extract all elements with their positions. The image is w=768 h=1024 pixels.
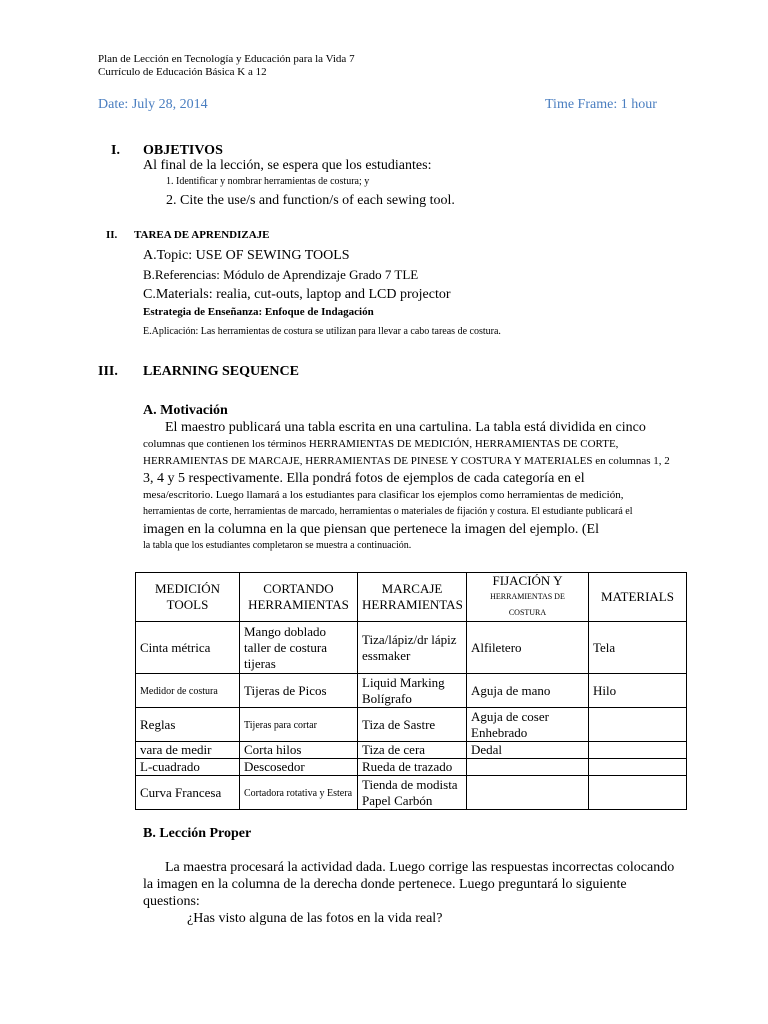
header-col3-line1: MARCAJE xyxy=(381,581,443,596)
header-col2-line2: HERRAMIENTAS xyxy=(248,597,349,612)
table-row xyxy=(136,674,687,708)
time-frame: Time Frame: 1 hour xyxy=(545,97,657,112)
table-cell xyxy=(589,759,687,776)
table-row xyxy=(136,622,687,674)
table-cell: Alfiletero xyxy=(467,622,589,674)
motivation-line-8: la tabla que los estudiantes completaron se muestra a continuación. xyxy=(143,540,412,551)
lesson-proper-question: ¿Has visto alguna de las fotos en la vida real? xyxy=(187,911,443,926)
objective-item-2: 2. Cite the use/s and function/s of each sewing tool. xyxy=(166,193,455,208)
section-3-title: LEARNING SEQUENCE xyxy=(143,364,299,379)
table-cell: Descosedor xyxy=(240,759,358,776)
lesson-proper-line-1: La maestra procesará la actividad dada. Luego corrige las respuestas incorrectas colocando xyxy=(165,860,675,875)
header-col1-line1: MEDICIÓN xyxy=(155,581,220,596)
sewing-tools-table xyxy=(135,572,687,810)
lesson-proper-line-3: questions: xyxy=(143,894,200,909)
header-cutting-tools xyxy=(240,573,358,622)
table-cell: Aguja de mano xyxy=(467,674,589,708)
objective-item-1: 1. Identificar y nombrar herramientas de costura; y xyxy=(166,176,370,187)
table-cell: Rueda de trazado xyxy=(358,759,467,776)
table-cell xyxy=(589,776,687,810)
table-row xyxy=(136,708,687,742)
motivation-line-3: HERRAMIENTAS DE MARCAJE, HERRAMIENTAS DE PINESE Y COSTURA Y MATERIALES en columnas 1, 2 xyxy=(143,455,670,467)
section-3-numeral: III. xyxy=(98,364,118,379)
table-cell: Cortadora rotativa y Estera xyxy=(244,787,353,799)
table-cell: Tiza de Sastre xyxy=(358,708,467,742)
table-cell: Mango doblado taller de costura tijeras xyxy=(240,622,358,674)
motivation-line-4: 3, 4 y 5 respectivamente. Ella pondrá fotos de ejemplos de cada categoría en el xyxy=(143,471,585,486)
table-cell: Aguja de coser Enhebrado xyxy=(467,708,589,742)
header-col4-line1: FIJACIÓN Y xyxy=(492,573,563,588)
table-cell: vara de medir xyxy=(136,742,240,759)
lesson-application: E.Aplicación: Las herramientas de costura se utilizan para llevar a cabo tareas de costura. xyxy=(143,326,501,337)
lesson-topic: A.Topic: USE OF SEWING TOOLS xyxy=(143,248,350,263)
table-cell xyxy=(467,759,589,776)
table-cell xyxy=(589,708,687,742)
document-header-line-1: Plan de Lección en Tecnología y Educación para la Vida 7 xyxy=(98,53,355,65)
table-row xyxy=(136,759,687,776)
table-cell: Tienda de modista Papel Carbón xyxy=(358,776,467,810)
table-row xyxy=(136,776,687,810)
table-cell: Curva Francesa xyxy=(136,776,240,810)
table-cell: Tijeras para cortar xyxy=(244,719,317,731)
header-materials: MATERIALS xyxy=(589,573,687,622)
table-cell: Cinta métrica xyxy=(136,622,240,674)
table-cell: Dedal xyxy=(467,742,589,759)
table-cell xyxy=(589,742,687,759)
table-cell: Reglas xyxy=(136,708,240,742)
section-1-title: OBJETIVOS xyxy=(143,143,223,158)
motivation-line-1: El maestro publicará una tabla escrita en una cartulina. La tabla está dividida en cinco xyxy=(165,420,646,435)
table-row xyxy=(136,742,687,759)
header-fastening-sewing-tools xyxy=(467,573,589,622)
lesson-proper-line-2: la imagen en la columna de la derecha donde pertenece. Luego preguntará lo siguiente xyxy=(143,877,627,892)
motivation-line-6: herramientas de corte, herramientas de marcado, herramientas o materiales de fijación y costura. El estudiante publicará el xyxy=(143,506,633,517)
table-cell: Medidor de costura xyxy=(140,685,218,697)
table-cell: L-cuadrado xyxy=(136,759,240,776)
table-cell: Hilo xyxy=(589,674,687,708)
section-2-numeral: II. xyxy=(106,229,118,241)
subsection-a-title: A. Motivación xyxy=(143,403,228,418)
table-cell: Tiza de cera xyxy=(358,742,467,759)
header-measuring-tools xyxy=(136,573,240,622)
header-col3-line2: HERRAMIENTAS xyxy=(362,597,463,612)
section-1-numeral: I. xyxy=(111,143,120,158)
lesson-references: B.Referencias: Módulo de Aprendizaje Grado 7 TLE xyxy=(143,267,419,282)
table-cell: Liquid Marking Bolígrafo xyxy=(358,674,467,708)
subsection-b-title: B. Lección Proper xyxy=(143,826,252,841)
motivation-line-2: columnas que contienen los términos HERRAMIENTAS DE MEDICIÓN, HERRAMIENTAS DE CORTE, xyxy=(143,438,619,450)
header-marking-tools xyxy=(358,573,467,622)
header-col1-line2: TOOLS xyxy=(166,597,209,612)
objectives-intro: Al final de la lección, se espera que los estudiantes: xyxy=(143,158,432,173)
table-cell: Tiza/lápiz/dr lápiz essmaker xyxy=(358,622,467,674)
motivation-line-5: mesa/escritorio. Luego llamará a los estudiantes para clasificar los ejemplos como herramientas de medición, xyxy=(143,489,624,501)
lesson-materials: C.Materials: realia, cut-outs, laptop and LCD projector xyxy=(143,287,451,302)
table-cell: Corta hilos xyxy=(240,742,358,759)
teaching-strategy: Estrategia de Enseñanza: Enfoque de Indagación xyxy=(143,306,374,318)
table-cell: Tijeras de Picos xyxy=(240,674,358,708)
header-col2-line1: CORTANDO xyxy=(263,581,334,596)
header-col4-line2: HERRAMIENTAS DE COSTURA xyxy=(490,592,565,617)
document-header-line-2: Currículo de Educación Básica K a 12 xyxy=(98,66,267,78)
table-cell: Tela xyxy=(589,622,687,674)
table-header-row xyxy=(136,573,687,622)
section-2-title: TAREA DE APRENDIZAJE xyxy=(134,229,270,241)
table-cell xyxy=(467,776,589,810)
motivation-line-7: imagen en la columna en la que piensan que pertenece la imagen del ejemplo. (El xyxy=(143,522,599,537)
lesson-date: Date: July 28, 2014 xyxy=(98,97,208,112)
